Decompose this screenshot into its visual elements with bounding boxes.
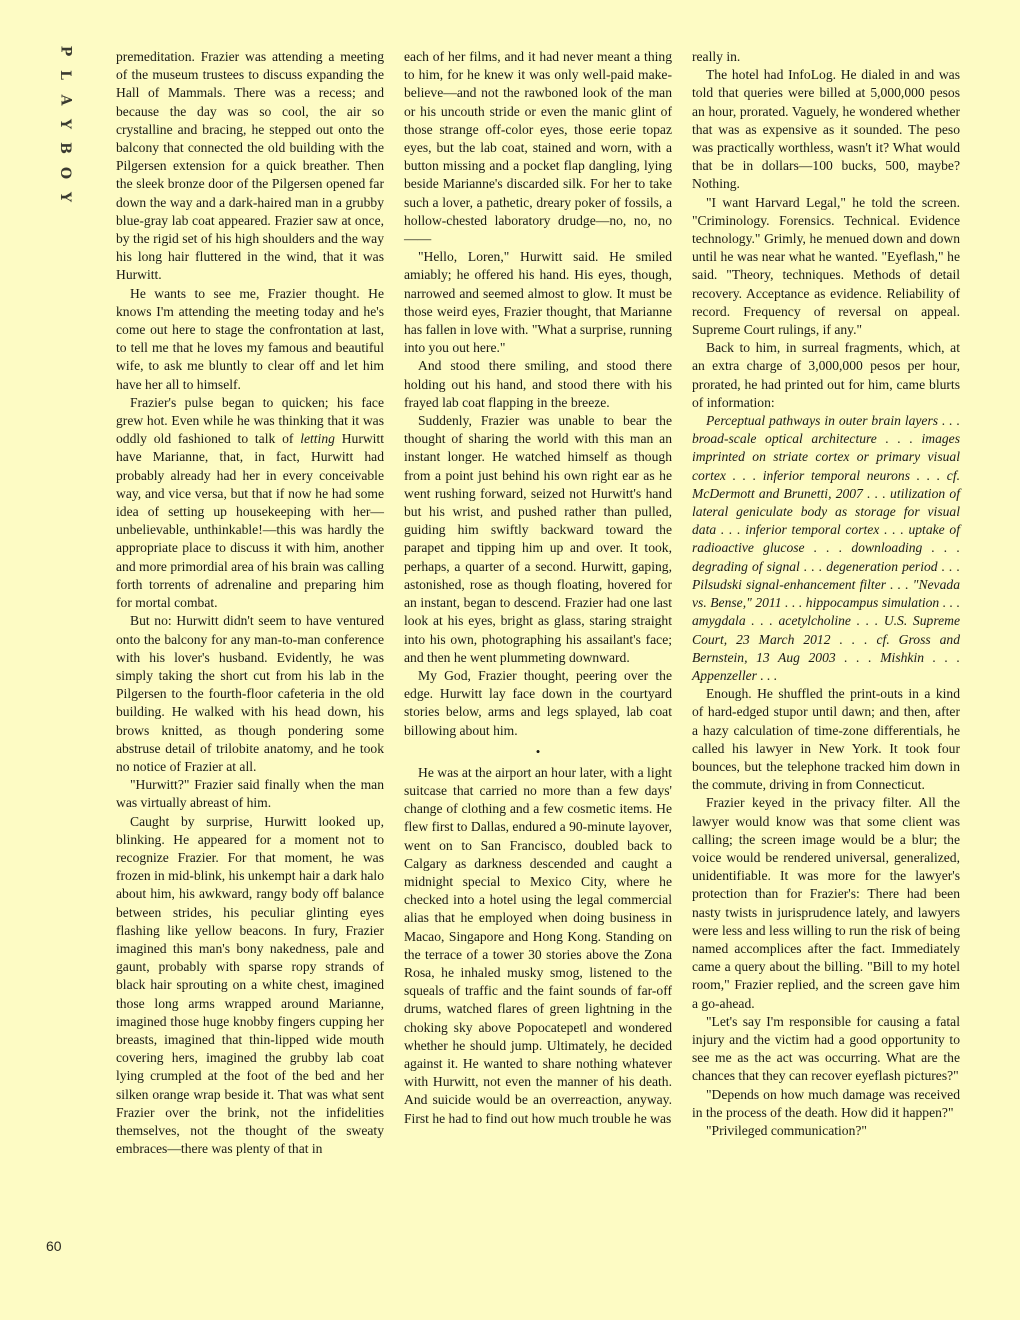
paragraph: He wants to see me, Frazier thought. He knows I'm attending the meeting today and he's come out here to stage the confrontation at last, to tell me that he loves my famous and beautiful wife, to ask me bluntly to clear off and let him have her all to himself. [116, 285, 384, 392]
column-1 [116, 48, 384, 1158]
paragraph-text: Frazier's pulse began to quicken; his face grew hot. Even while he was thinking that it was oddly old fashioned to talk of [116, 394, 384, 447]
printout-excerpt: Perceptual pathways in outer brain layers . . . broad-scale optical architecture . . . images imprinted on striate cortex or primary visual cortex . . . inferior temporal neurons . . . cf. McDermott and Brunetti, 2007 . . . utilization of lateral geniculate body as storage for visual data . . . inferior temporal cortex . . . uptake of radioactive glucose . . . downloading . . . degrading of signal . . . degeneration period . . . Pilsudski signal-enhancement filter . . . "Nevada vs. Bense," 2011 . . . hippocampus simulation . . . amygdala . . . acetylcholine . . . U.S. Supreme Court, 23 March 2012 . . . cf. Gross and Bernstein, 13 Aug 2003 . . . Mishkin . . . Appenzeller . . . [692, 413, 960, 683]
column-2 [404, 48, 672, 1158]
paragraph [116, 394, 384, 612]
paragraph: really in. [692, 49, 741, 64]
paragraph: The hotel had InfoLog. He dialed in and was told that queries were billed at 5,000,000 pesos an hour, prorated. Vaguely, he wondered whether that was as expensive as it sounded. The peso was practically worthless, wasn't it? What would that be in dollars—100 bucks, 500, maybe? Nothing. [692, 67, 960, 192]
section-break: • [535, 743, 541, 759]
masthead-letter: L [57, 70, 73, 81]
paragraph: Enough. He shuffled the print-outs in a kind of hard-edged stupor until dawn; and then, after a hazy calculation of time-zone differentials, he called his lawyer in New York. It took four bounces, but the telephone tracked him down in the commute, driving in from Connecticut. [692, 686, 960, 793]
paragraph: each of her films, and it had never meant a thing to him, for he knew it was only well-paid make-believe—and not the rawboned look of the man or his uncouth stride or even the manic glint of those strange off-color eyes, those eerie topaz eyes, but the lab coat, stained and worn, with a button missing and a pocket flap dangling, lying beside Marianne's discarded silk. For her to take such a lover, a pathetic, dreary poker of fossils, a hollow-chested laboratory drudge—no, no, no—— [404, 49, 672, 247]
paragraph: Back to him, in surreal fragments, which, at an extra charge of 3,000,000 pesos per hour, prorated, he had printed out for him, came blurts of information: [692, 340, 960, 410]
paragraph: "Depends on how much damage was received in the process of the death. How did it happen?" [692, 1086, 960, 1120]
paragraph: But no: Hurwitt didn't seem to have ventured onto the balcony for any man-to-man conference with his lover's husband. Evidently, he was simply taking the short cut from his lab in the Pilgersen to the fourth-floor cafeteria in the old building. He walked with his head down, his brows knitted, as though pondering some abstruse detail of trilobite anatomy, and he took no notice of Frazier at all. [116, 613, 384, 774]
emphasis-text: letting [300, 431, 335, 447]
paragraph: premeditation. Frazier was attending a meeting of the museum trustees to discuss expanding the Hall of Mammals. There was a recess; and because the day was so cool, the air so crystalline and bracing, he stepped out onto the balcony that connected the old building with the Pilgersen extension for a quick breather. Then the sleek bronze door of the Pilgersen opened far down the way and a dark-haired man in a grubby blue-gray lab coat appeared. Frazier saw at once, by the rigid set of his high shoulders and the way his long hair fluttered in the wind, that it was Hurwitt. [116, 49, 384, 283]
masthead-letter: B [57, 142, 73, 155]
masthead-letter: P [57, 45, 73, 57]
paragraph: "Hello, Loren," Hurwitt said. He smiled amiably; he offered his hand. His eyes, though, narrowed and seemed almost to glow. It must be those weird eyes, Frazier thought, that Marianne has fallen in love with. "What a surprise, running into you out here." [404, 249, 672, 356]
paragraph: Frazier keyed in the privacy filter. All the lawyer would know was that some client was calling; the screen image would be a blur; the voice would be rendered universal, generalized, unidentifiable. It was more for the lawyer's protection than for Frazier's: There had been nasty twists in jurisprudence lately, and lawyers were less and less willing to run the risk of being named accomplices after the fact. Immediately came a query about the billing. "Bill to my hotel room," Frazier replied, and the screen gave him a go-ahead. [692, 795, 960, 1011]
paragraph: Caught by surprise, Hurwitt looked up, blinking. He appeared for a moment not to recognize Frazier. For that moment, he was frozen in mid-blink, his unkempt hair a dark halo about him, his awkward, rangy body off balance between strides, his peculiar glinting eyes flashing like yellow beacons. In fury, Frazier imagined this man's bony nakedness, pale and gaunt, probably with sparse ropy strands of black hair sprouting on a white chest, imagined those long arms wrapped around Marianne, imagined those huge knobby fingers cupping her breasts, imagined that thin-lipped wide mouth covering hers, imagined the grubby lab coat lying crumpled at the foot of the bed and her silken orange wrap beside it. That was what sent Frazier over the brink, not the infidelities themselves, not the thought of the sweaty embraces—there was plenty of that in [116, 813, 384, 1157]
paragraph-text: Hurwitt have Marianne, that, in fact, Hurwitt had probably already had her in every conceivable way, and vice versa, but that if now he had some idea of setting up housekeeping with her—unbelievable, unthinkable!—this was hardly the appropriate place to discuss it with him, another and more primordial area of his brain was calling forth torrents of adrenaline and preparing him for mortal combat. [116, 431, 385, 611]
masthead-letter: A [57, 94, 73, 106]
masthead-letter: Y [57, 118, 73, 129]
paragraph: Suddenly, Frazier was unable to bear the thought of sharing the world with this man an instant longer. He watched himself as though from a point just behind his own right ear as he went rushing forward, seized not Hurwitt's hand but his wrist, and pushed rather than pulled, guiding him swiftly backward toward the parapet and tipping him up and over. It took, perhaps, a quarter of a second. Hurwitt, gaping, astonished, rose as though floating, hovered for an instant, began to descend. Frazier had one last look at his eyes, bright as glass, staring straight into his own, photographing his assailant's face; and then he went plummeting downward. [404, 413, 672, 665]
paragraph: He was at the airport an hour later, with a light suitcase that carried no more than a few days' change of clothing and a few cosmetic items. He flew first to Dallas, endured a 90-minute layover, went on to San Francisco, doubled back to Calgary as darkness descended and caught a midnight special to Mexico City, where he checked into a hotel using the legal commercial alias that he employed when doing business in Macao, Singapore and Hong Kong. Standing on the terrace of a tower 30 stories above the Zona Rosa, he inhaled musky smog, listened to the squeals of traffic and the faint sounds of far-off drums, watched flares of green lightning in the choking sky above Popocatepetl and wondered whether he should jump. Ultimately, he decided against it. He wanted to share nothing whatever with Hurwitt, not even the manner of his death. And suicide would be an overreaction, anyway. First he had to find out how much trouble he was [404, 764, 672, 1126]
magazine-masthead [52, 44, 78, 204]
article-body [116, 48, 960, 1158]
paragraph: My God, Frazier thought, peering over the edge. Hurwitt lay face down in the courtyard stories below, arms and legs splayed, lab coat billowing about him. [404, 667, 672, 738]
paragraph: "Privileged communication?" [706, 1122, 867, 1138]
paragraph: "Hurwitt?" Frazier said finally when the man was virtually abreast of him. [116, 777, 384, 811]
paragraph: And stood there smiling, and stood there holding out his hand, and stood there with his frayed lab coat flapping in the breeze. [404, 358, 672, 410]
masthead-letter: Y [57, 191, 73, 202]
paragraph: "Let's say I'm responsible for causing a fatal injury and the victim had a good opportunity to see me as the act was occurring. What are the chances that they can recover eyeflash pictures?" [692, 1013, 960, 1084]
paragraph: "I want Harvard Legal," he told the screen. "Criminology. Forensics. Technical. Evidence technology." Grimly, he menued down and down until he was near what he wanted. "Eyeflash," he said. "Theory, techniques. Methods of detail recovery. Acceptance as evidence. Reliability of record. Frequency of reversal on appeal. Supreme Court rulings, if any." [692, 194, 960, 338]
column-3 [692, 48, 960, 1158]
masthead-letter: O [56, 166, 73, 179]
page-number: 60 [46, 1238, 62, 1254]
